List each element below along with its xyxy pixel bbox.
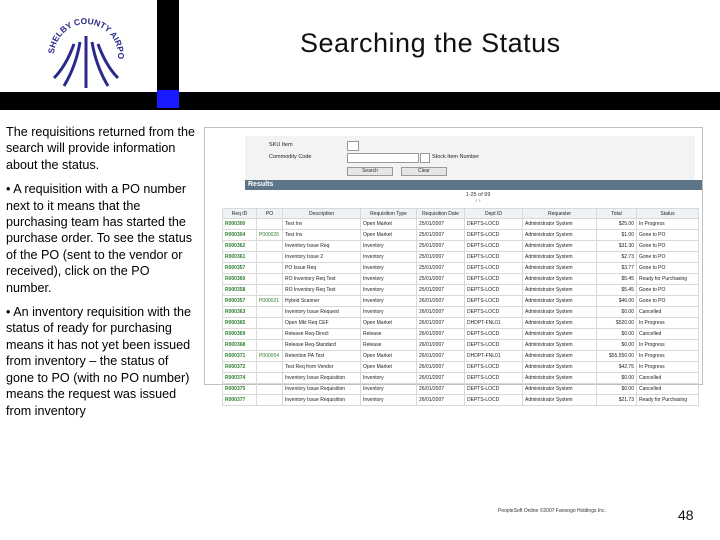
table-cell: Administrator System [523, 318, 597, 329]
table-cell: In Progress [637, 351, 699, 362]
table-cell: Cancelled [637, 373, 699, 384]
table-cell: Administrator System [523, 362, 597, 373]
table-cell: Administrator System [523, 351, 597, 362]
total-cell: $5.45 [597, 274, 637, 285]
column-header[interactable]: Requisition Type [361, 209, 417, 219]
table-cell: Inventory [361, 285, 417, 296]
airport-authority-logo [40, 6, 132, 94]
total-cell: $25.00 [597, 219, 637, 230]
clear-button[interactable]: Clear [401, 167, 447, 176]
table-cell: 26/01/2007 [417, 296, 465, 307]
table-cell: 26/01/2007 [417, 373, 465, 384]
req-id-link[interactable]: R000360 [223, 274, 257, 285]
slide-footer: PeopleSoft Online ©2007 Fanoogo Holdings Inc. [498, 508, 606, 514]
table-cell: Gone to PO [637, 296, 699, 307]
table-row [223, 296, 699, 307]
stock-item-label: Stock Item Number [432, 154, 480, 160]
table-cell: In Progress [637, 340, 699, 351]
results-pager [458, 192, 498, 204]
total-cell: $3.77 [597, 263, 637, 274]
table-cell: Administrator System [523, 329, 597, 340]
commodity-code-label: Commodity Code [269, 154, 312, 160]
table-cell: Inventory Issue 2 [283, 252, 361, 263]
table-cell: Release [361, 340, 417, 351]
table-header-row [223, 209, 699, 219]
req-id-link[interactable]: R000304 [223, 230, 257, 241]
table-cell: 26/01/2007 [417, 395, 465, 406]
table-cell: Release Req-Direct [283, 329, 361, 340]
table-cell: 25/01/2007 [417, 252, 465, 263]
table-cell: Inventory Issue Requisition [283, 384, 361, 395]
table-cell: Administrator System [523, 373, 597, 384]
po-number-link [257, 318, 283, 329]
table-cell: In Progress [637, 219, 699, 230]
total-cell: $46.00 [597, 296, 637, 307]
table-row [223, 307, 699, 318]
table-cell: Inventory [361, 274, 417, 285]
table-cell: Gone to PO [637, 263, 699, 274]
req-id-link[interactable]: R000372 [223, 362, 257, 373]
table-row [223, 362, 699, 373]
total-cell: $55,550.00 [597, 351, 637, 362]
po-number-link [257, 340, 283, 351]
table-cell: Release [361, 329, 417, 340]
search-button[interactable]: Search [347, 167, 393, 176]
table-cell: Administrator System [523, 252, 597, 263]
table-cell: DEPTS-LOCD [465, 340, 523, 351]
table-cell: Gone to PO [637, 285, 699, 296]
po-number-link [257, 307, 283, 318]
total-cell: $42.75 [597, 362, 637, 373]
table-cell: Gone to PO [637, 252, 699, 263]
table-cell: Ready for Purchasing [637, 395, 699, 406]
table-cell: Open Market [361, 351, 417, 362]
table-row [223, 230, 699, 241]
total-cell: $5.45 [597, 285, 637, 296]
table-row [223, 274, 699, 285]
table-row [223, 384, 699, 395]
po-number-link [257, 274, 283, 285]
column-header[interactable]: Requisition Date [417, 209, 465, 219]
table-cell: Open Market [361, 219, 417, 230]
intro-paragraph: The requisitions returned from the search will provide information about the status. [6, 125, 195, 172]
req-id-link[interactable]: R000358 [223, 285, 257, 296]
table-cell: Gone to PO [637, 241, 699, 252]
table-cell: Inventory [361, 252, 417, 263]
table-cell: 25/01/2007 [417, 219, 465, 230]
table-cell: DEPTS-LOCD [465, 263, 523, 274]
table-cell: Retention PA Test [283, 351, 361, 362]
table-cell: Inventory Issue Requisition [283, 373, 361, 384]
req-id-link[interactable]: R000377 [223, 395, 257, 406]
commodity-code-input[interactable] [347, 153, 419, 163]
table-cell: 25/01/2007 [417, 263, 465, 274]
table-row [223, 373, 699, 384]
table-cell: Test Inv [283, 230, 361, 241]
page-number: 48 [678, 507, 694, 523]
total-cell: $31.30 [597, 241, 637, 252]
table-cell: Open Market [361, 230, 417, 241]
table-cell: 26/01/2007 [417, 307, 465, 318]
po-number-link[interactable]: P000054 [257, 351, 283, 362]
table-cell: 25/01/2007 [417, 241, 465, 252]
column-header[interactable]: Dept ID [465, 209, 523, 219]
req-id-link[interactable]: R000300 [223, 219, 257, 230]
table-cell: DEPTS-LOCD [465, 252, 523, 263]
po-number-link [257, 362, 283, 373]
logo-arc-text: SHELBY COUNTY AIRPO [46, 15, 127, 60]
req-id-link[interactable]: R000357 [223, 296, 257, 307]
table-cell: DEPTS-LOCD [465, 373, 523, 384]
table-cell: 26/01/2007 [417, 329, 465, 340]
table-cell: DEPTS-LOCD [465, 329, 523, 340]
total-cell: $0.00 [597, 307, 637, 318]
table-cell: Inventory [361, 307, 417, 318]
slide-title: Searching the Status [300, 28, 561, 58]
table-row [223, 318, 699, 329]
table-cell: Gone to PO [637, 230, 699, 241]
table-cell: Administrator System [523, 395, 597, 406]
column-header[interactable]: Requester [523, 209, 597, 219]
po-number-link [257, 373, 283, 384]
table-cell: DEPTS-LOCD [465, 384, 523, 395]
table-cell: Administrator System [523, 274, 597, 285]
total-cell: $1.00 [597, 230, 637, 241]
table-row [223, 285, 699, 296]
table-cell: In Progress [637, 318, 699, 329]
table-row [223, 263, 699, 274]
decor-blue-square [157, 90, 179, 108]
svg-text:SHELBY COUNTY AIRPORT AUTHORIT [40, 6, 126, 60]
po-number-link [257, 285, 283, 296]
table-cell: 26/01/2007 [417, 384, 465, 395]
po-number-link [257, 252, 283, 263]
po-number-link[interactable]: P000026 [257, 230, 283, 241]
table-cell: Administrator System [523, 241, 597, 252]
table-cell: 26/01/2007 [417, 318, 465, 329]
table-cell: Inventory [361, 263, 417, 274]
table-cell: Inventory [361, 384, 417, 395]
search-form [245, 136, 695, 183]
table-cell: 26/01/2007 [417, 362, 465, 373]
table-row [223, 329, 699, 340]
po-number-link [257, 329, 283, 340]
table-cell: 26/01/2007 [417, 351, 465, 362]
table-cell: Administrator System [523, 384, 597, 395]
table-cell: Cancelled [637, 329, 699, 340]
body-text [6, 124, 196, 427]
po-number-bullet: • A requisition with a PO number next to it means that the purchasing team has started the purchase order. To see the status of the PO (sent to the vendor or received), click on the PO number. [6, 182, 192, 295]
table-cell: DEPTS-LOCD [465, 395, 523, 406]
table-cell: Inventory Issue Req [283, 241, 361, 252]
table-cell: Test Req from Vendor [283, 362, 361, 373]
table-cell: 25/01/2007 [417, 285, 465, 296]
sku-item-label: SKU Item [269, 142, 293, 148]
table-row [223, 219, 699, 230]
table-cell: Cancelled [637, 384, 699, 395]
table-cell: Open Market [361, 362, 417, 373]
req-id-link[interactable]: R000357 [223, 263, 257, 274]
po-number-link [257, 384, 283, 395]
req-id-link[interactable]: R000362 [223, 241, 257, 252]
po-number-link[interactable]: P000021 [257, 296, 283, 307]
table-cell: Administrator System [523, 230, 597, 241]
table-cell: Administrator System [523, 285, 597, 296]
table-cell: Administrator System [523, 340, 597, 351]
table-cell: 25/01/2007 [417, 274, 465, 285]
table-cell: Release Req-Standard [283, 340, 361, 351]
total-cell: $2.73 [597, 252, 637, 263]
total-cell: $0.00 [597, 329, 637, 340]
po-number-link [257, 395, 283, 406]
table-cell: RO Inventory Req Test [283, 285, 361, 296]
table-cell: Hybrid Scanner [283, 296, 361, 307]
table-cell: Open Mkt Req CEF [283, 318, 361, 329]
inventory-bullet: • An inventory requisition with the status of ready for purchasing means it has not yet been issued from inventory – the status of gone to PO (with no PO number) means the request was issued from inventory [6, 305, 192, 418]
req-id-link[interactable]: R000365 [223, 318, 257, 329]
column-header[interactable]: Status [637, 209, 699, 219]
table-cell: Cancelled [637, 307, 699, 318]
results-table [222, 208, 699, 406]
table-cell: DHDPT-FNL01 [465, 318, 523, 329]
table-cell: RO Inventory Req Test [283, 274, 361, 285]
results-screenshot [204, 127, 703, 403]
req-id-link[interactable]: R000374 [223, 373, 257, 384]
table-cell: DEPTS-LOCD [465, 241, 523, 252]
req-id-link[interactable]: R000375 [223, 384, 257, 395]
req-id-link[interactable]: R000368 [223, 340, 257, 351]
total-cell: $0.00 [597, 373, 637, 384]
column-header[interactable]: PO [257, 209, 283, 219]
table-cell: DEPTS-LOCD [465, 296, 523, 307]
table-row [223, 252, 699, 263]
column-header[interactable]: Description [283, 209, 361, 219]
table-row [223, 340, 699, 351]
req-id-link[interactable]: R000363 [223, 307, 257, 318]
pager-count: 1-25 of 99 [465, 192, 491, 198]
table-cell: Test Inv [283, 219, 361, 230]
results-header: Results [245, 180, 702, 190]
table-cell: Open Market [361, 318, 417, 329]
table-cell: Administrator System [523, 219, 597, 230]
table-row [223, 351, 699, 362]
table-cell: In Progress [637, 362, 699, 373]
table-cell: Administrator System [523, 307, 597, 318]
decor-horizontal-bar [0, 92, 720, 110]
table-cell: Inventory Issue Requisition [283, 395, 361, 406]
stock-item-checkbox[interactable] [420, 153, 430, 163]
pager-links[interactable]: ‹ › [475, 198, 481, 204]
table-cell: Inventory [361, 241, 417, 252]
table-cell: Inventory [361, 395, 417, 406]
req-id-link[interactable]: R000371 [223, 351, 257, 362]
table-cell: 25/01/2007 [417, 230, 465, 241]
table-cell: DEPTS-LOCD [465, 307, 523, 318]
req-id-link[interactable]: R000361 [223, 252, 257, 263]
table-cell: Inventory [361, 296, 417, 307]
column-header[interactable]: Req ID [223, 209, 257, 219]
column-header[interactable]: Total [597, 209, 637, 219]
table-cell: DEPTS-LOCD [465, 285, 523, 296]
table-cell: DEPTS-LOCD [465, 230, 523, 241]
table-cell: 26/01/2007 [417, 340, 465, 351]
table-cell: DEPTS-LOCD [465, 362, 523, 373]
table-row [223, 241, 699, 252]
po-number-link [257, 241, 283, 252]
total-cell: $520.00 [597, 318, 637, 329]
table-cell: DEPTS-LOCD [465, 219, 523, 230]
total-cell: $0.00 [597, 384, 637, 395]
po-number-link [257, 219, 283, 230]
table-cell: Inventory [361, 373, 417, 384]
table-cell: Ready for Purchasing [637, 274, 699, 285]
table-row [223, 395, 699, 406]
table-cell: DEPTS-LOCD [465, 274, 523, 285]
table-cell: PO Issue Req [283, 263, 361, 274]
req-id-link[interactable]: R000369 [223, 329, 257, 340]
po-number-link [257, 263, 283, 274]
sku-item-dropdown[interactable] [347, 141, 359, 151]
total-cell: $0.00 [597, 340, 637, 351]
table-cell: Inventory Issue Request [283, 307, 361, 318]
table-cell: Administrator System [523, 263, 597, 274]
decor-vertical-bar [157, 0, 179, 92]
table-cell: DHDPT-FNL01 [465, 351, 523, 362]
table-cell: Administrator System [523, 296, 597, 307]
total-cell: $21.73 [597, 395, 637, 406]
